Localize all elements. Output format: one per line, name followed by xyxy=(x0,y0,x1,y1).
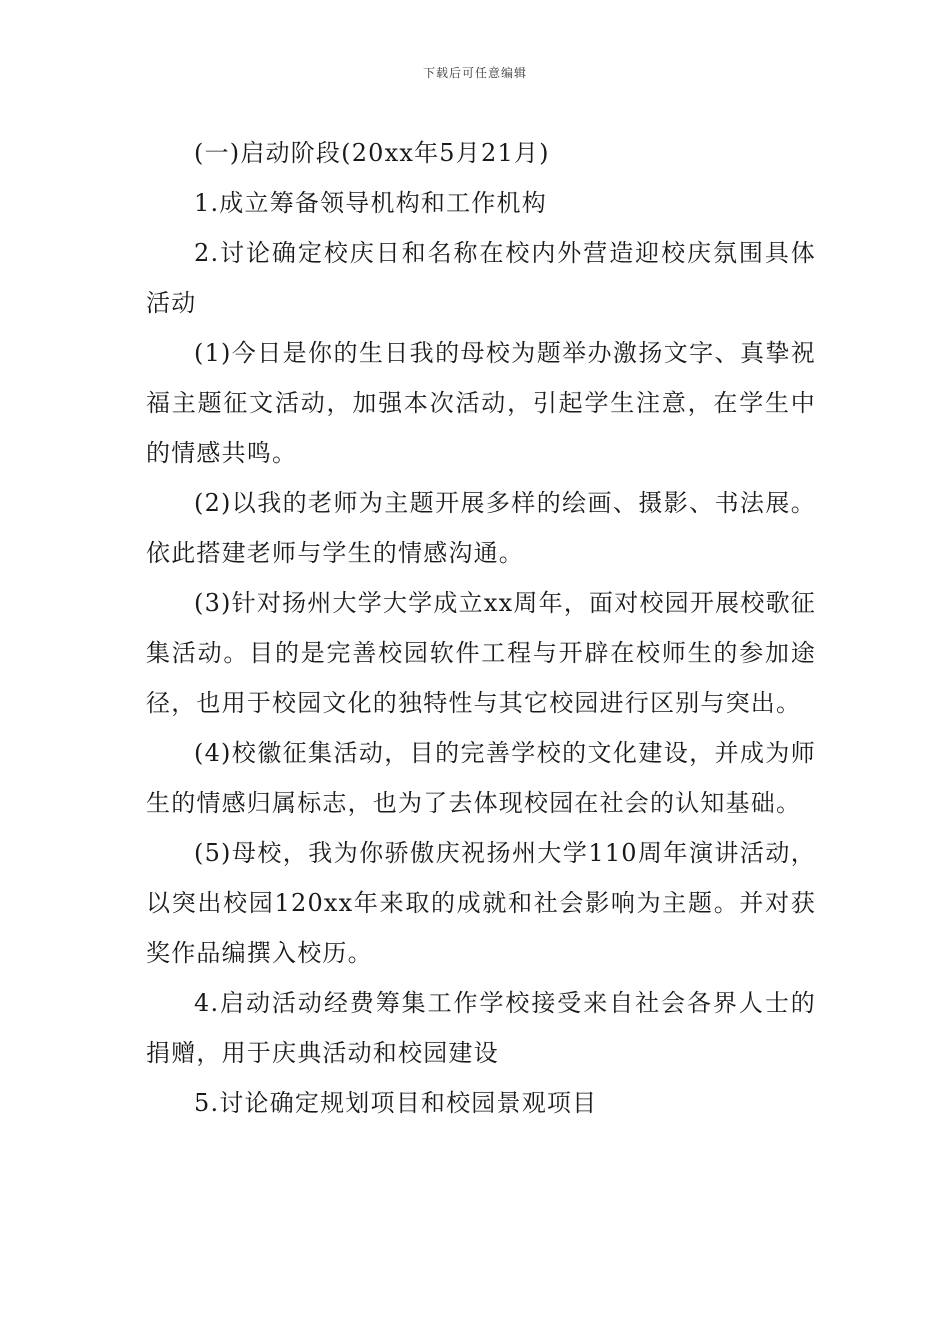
paragraph-subitem-2: (2)以我的老师为主题开展多样的绘画、摄影、书法展。依此搭建老师与学生的情感沟通。 xyxy=(146,489,816,567)
page-header-note: 下载后可任意编辑 xyxy=(422,66,527,80)
paragraph-item-1: 1.成立筹备领导机构和工作机构 xyxy=(194,189,547,217)
document-body xyxy=(146,128,816,1128)
paragraph-item-4: 4.启动活动经费筹集工作学校接受来自社会各界人士的捐赠，用于庆典活动和校园建设 xyxy=(146,989,816,1067)
heading-start-phase: (一)启动阶段(20xx年5月21月) xyxy=(194,139,550,167)
paragraph-subitem-4: (4)校徽征集活动，目的完善学校的文化建设，并成为师生的情感归属标志，也为了去体现校园在社会的认知基础。 xyxy=(146,739,816,817)
paragraph-subitem-1: (1)今日是你的生日我的母校为题举办激扬文字、真挚祝福主题征文活动，加强本次活动，引起学生注意，在学生中的情感共鸣。 xyxy=(146,339,816,467)
paragraph-item-5: 5.讨论确定规划项目和校园景观项目 xyxy=(194,1089,598,1117)
paragraph-subitem-5: (5)母校，我为你骄傲庆祝扬州大学110周年演讲活动，以突出校园120xx年来取的成就和社会影响为主题。并对获奖作品编撰入校历。 xyxy=(146,839,816,967)
paragraph-subitem-3: (3)针对扬州大学大学成立xx周年，面对校园开展校歌征集活动。目的是完善校园软件工程与开辟在校师生的参加途径，也用于校园文化的独特性与其它校园进行区别与突出。 xyxy=(146,589,816,717)
paragraph-item-2: 2.讨论确定校庆日和名称在校内外营造迎校庆氛围具体活动 xyxy=(146,239,816,317)
